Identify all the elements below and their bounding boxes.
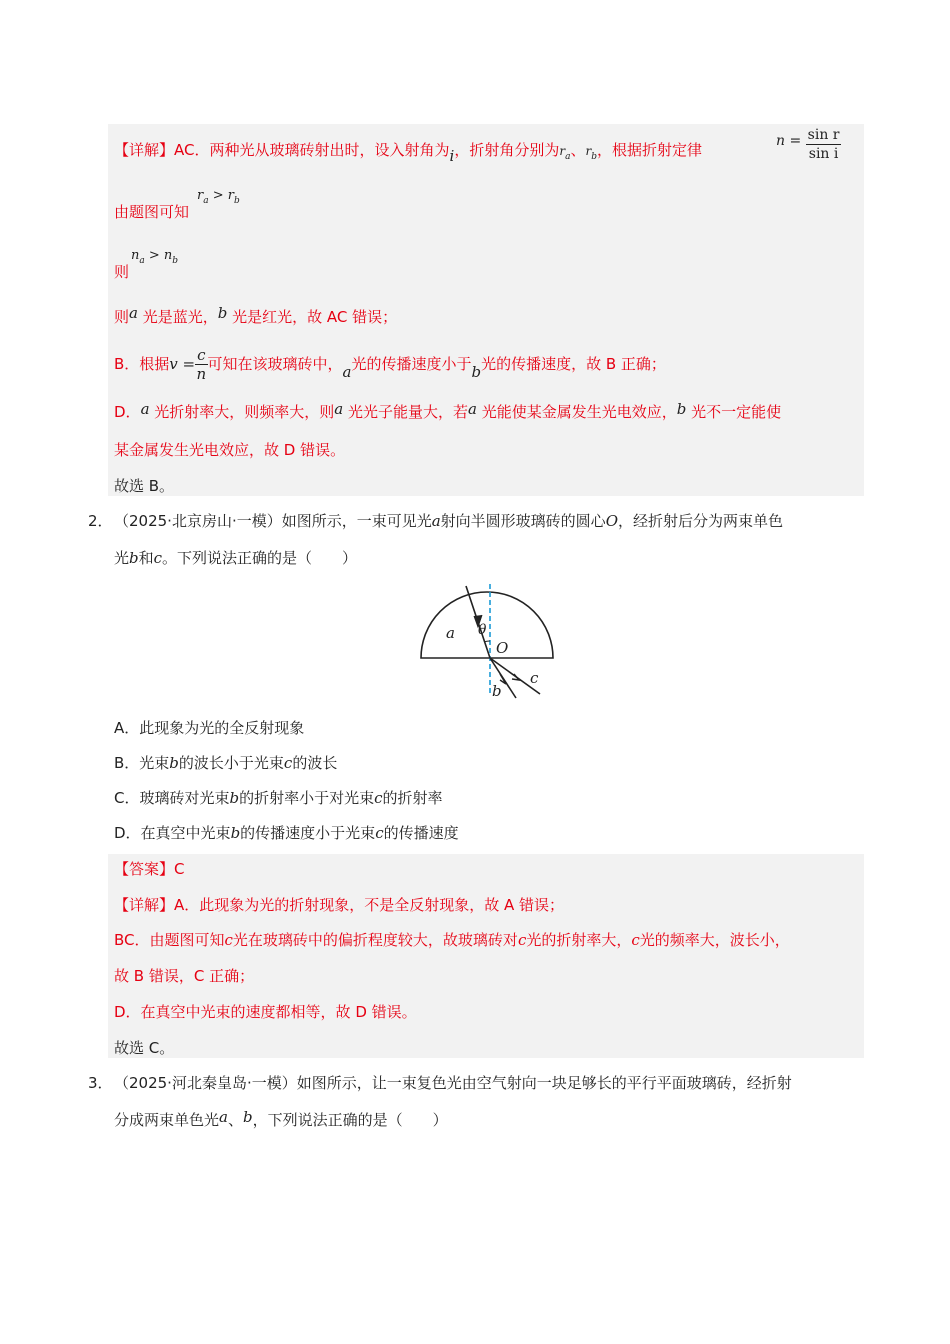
semicircle-glass-figure [418, 582, 558, 702]
ra-gt-rb-formula: $r_a > r_b$ [197, 188, 240, 206]
detail-2-line-5: 故选 C。 [114, 1039, 175, 1057]
detail-line-2: 由题图可知 [114, 203, 190, 221]
label-a: a [446, 624, 455, 642]
question-2-number: 2． [88, 512, 113, 530]
option-A[interactable]: A．此现象为光的全反射现象 [114, 719, 305, 737]
detail-2-line-3: 故 B 错误，C 正确； [114, 967, 255, 985]
answer-block-2 [108, 854, 864, 1058]
question-3-number: 3． [88, 1074, 113, 1092]
option-D[interactable]: D．在真空中光束b的传播速度小于光束c的传播速度 [114, 824, 459, 842]
detail-line-5: B．根据v = $\frac{c}{n}$ 可知在该玻璃砖中，a光的传播速度小于b光的传播速度，故 B 正确； [114, 346, 666, 383]
question-3-line-1: （2025·河北秦皇岛·一模）如图所示，让一束复色光由空气射向一块足够长的平行平面玻璃砖，经折射 [114, 1074, 792, 1092]
detail-2-line-1: 【详解】A．此现象为光的折射现象，不是全反射现象，故 A 错误； [114, 896, 565, 914]
detail-line-4: 则a 光是蓝光，b 光是红光，故 AC 错误； [114, 304, 398, 326]
question-2-line-2: 光b和c。下列说法正确的是（ ） [114, 549, 358, 567]
detail-2-line-2: BC．由题图可知c光在玻璃砖中的偏折程度较大，故玻璃砖对c光的折射率大，c光的频率大，波长小， [114, 931, 790, 949]
option-C[interactable]: C．玻璃砖对光束b的折射率小于对光束c的折射率 [114, 789, 443, 807]
detail-line-6: D．a 光折射率大，则频率大，则a 光光子能量大，若a 光能使某金属发生光电效应，b 光不一定能使 [114, 400, 782, 421]
label-b: b [492, 682, 502, 700]
detail-line-7: 某金属发生光电效应，故 D 错误。 [114, 441, 346, 459]
refraction-law-formula: n = $\frac{\text{sin r}}{\text{sin i}}$ [776, 127, 840, 162]
detail-line-1: 【详解】AC．两种光从玻璃砖射出时，设入射角为i，折射角分别为$r_a$、$r_b$，根据折射定律 [114, 141, 702, 165]
label-theta: θ [478, 622, 487, 638]
detail-line-3: 则 [114, 263, 130, 281]
na-gt-nb-formula: $n_a > n_b$ [131, 248, 179, 266]
detail-line-8: 故选 B。 [114, 477, 175, 495]
label-O: O [496, 639, 509, 657]
answer-label: 【答案】C [114, 860, 185, 878]
question-3-line-2: 分成两束单色光a、b，下列说法正确的是（ ） [114, 1108, 448, 1129]
option-B[interactable]: B．光束b的波长小于光束c的波长 [114, 754, 338, 772]
question-2-line-1: （2025·北京房山·一模）如图所示，一束可见光a射向半圆形玻璃砖的圆心O，经折射后分为两束单色 [114, 512, 784, 530]
label-c: c [530, 669, 539, 687]
detail-2-line-4: D．在真空中光束的速度都相等，故 D 错误。 [114, 1003, 417, 1021]
